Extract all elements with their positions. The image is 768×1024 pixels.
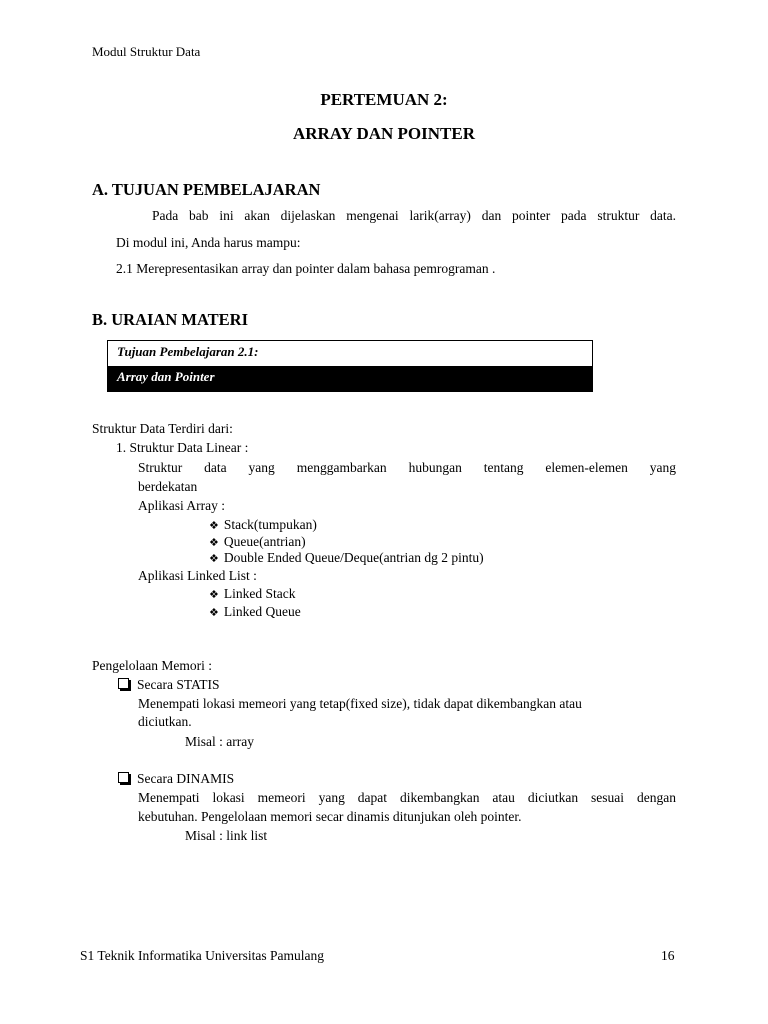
memori-intro: Pengelolaan Memori :	[92, 658, 212, 673]
list-item-label: Queue(antrian)	[223, 534, 306, 549]
checkbox-square-icon	[118, 678, 129, 689]
checkbox-square-icon	[118, 772, 129, 783]
list-item-label: Linked Queue	[223, 604, 301, 619]
diamond-bullet-icon: ❖	[209, 536, 219, 549]
running-header: Modul Struktur Data	[92, 44, 201, 59]
objective-box-title: Tujuan Pembelajaran 2.1:	[117, 344, 259, 359]
statis-example: Misal : array	[185, 734, 254, 749]
dinamis-line1: Menempati lokasi memeori yang dapat dikembangkan atau diciutkan sesuai dengan	[138, 790, 676, 805]
struktur-intro: Struktur Data Terdiri dari:	[92, 421, 233, 436]
section-b-heading: B. URAIAN MATERI	[92, 310, 248, 329]
page-number: 16	[661, 948, 675, 963]
section-a-intro: Pada bab ini akan dijelaskan mengenai larik(array) dan pointer pada struktur data.	[152, 208, 676, 223]
section-a-heading: A. TUJUAN PEMBELAJARAN	[92, 180, 321, 199]
list-item	[209, 517, 317, 533]
page-title-line2: ARRAY DAN POINTER	[293, 124, 475, 143]
list-item	[209, 534, 306, 550]
footer-institution: S1 Teknik Informatika Universitas Pamulang	[80, 948, 325, 963]
dinamis-example: Misal : link list	[185, 828, 268, 843]
struktur-desc-line1: Struktur data yang menggambarkan hubungan tentang elemen-elemen yang	[138, 460, 676, 475]
section-a-lead: Di modul ini, Anda harus mampu:	[116, 235, 301, 250]
dinamis-line2: kebutuhan. Pengelolaan memori secar dinamis ditunjukan oleh pointer.	[138, 809, 522, 824]
statis-title-label: Secara STATIS	[137, 677, 220, 692]
aplikasi-array-label: Aplikasi Array :	[138, 498, 225, 513]
list-item-label: Stack(tumpukan)	[223, 517, 317, 532]
statis-line2: diciutkan.	[138, 714, 192, 729]
objective-box-subtitle: Array dan Pointer	[108, 366, 592, 391]
diamond-bullet-icon: ❖	[209, 552, 219, 565]
diamond-bullet-icon: ❖	[209, 606, 219, 619]
section-a-objective-item: 2.1 Merepresentasikan array dan pointer dalam bahasa pemrograman .	[116, 261, 496, 276]
struktur-item-1: 1. Struktur Data Linear :	[116, 440, 249, 455]
list-item	[209, 604, 301, 620]
diamond-bullet-icon: ❖	[209, 519, 219, 532]
dinamis-title	[118, 771, 234, 787]
page-title-line1: PERTEMUAN 2:	[320, 90, 448, 109]
list-item-label: Linked Stack	[223, 586, 296, 601]
aplikasi-linked-label: Aplikasi Linked List :	[138, 568, 257, 583]
objective-box	[107, 340, 593, 392]
list-item-label: Double Ended Queue/Deque(antrian dg 2 pintu)	[223, 550, 484, 565]
list-item	[209, 586, 295, 602]
statis-title	[118, 677, 220, 693]
struktur-desc-line2: berdekatan	[138, 479, 198, 494]
dinamis-title-label: Secara DINAMIS	[137, 771, 235, 786]
list-item	[209, 550, 484, 566]
diamond-bullet-icon: ❖	[209, 588, 219, 601]
statis-line1: Menempati lokasi memeori yang tetap(fixed size), tidak dapat dikembangkan atau	[138, 696, 582, 711]
